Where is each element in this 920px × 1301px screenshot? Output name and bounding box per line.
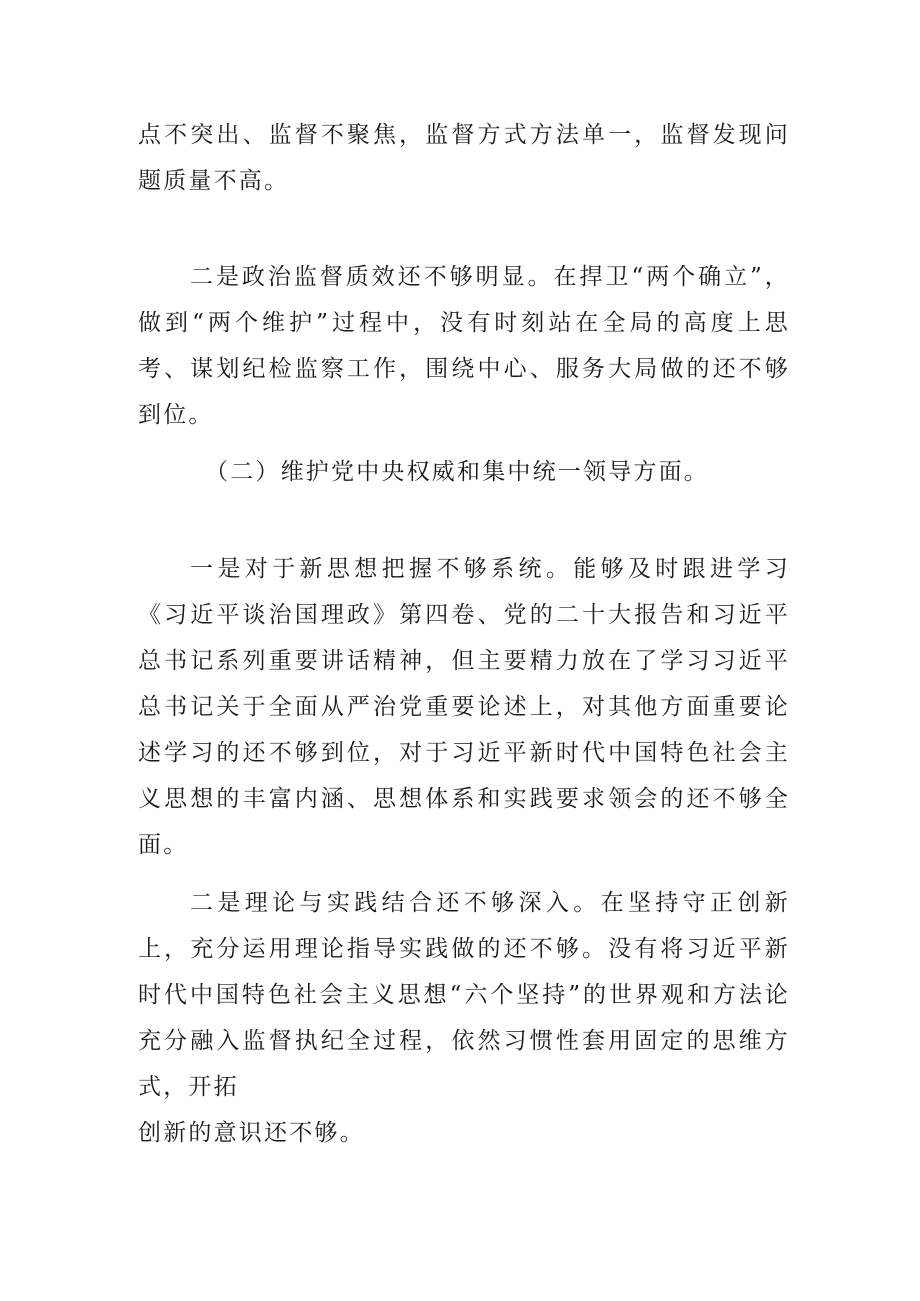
section-heading: （二）维护党中央权威和集中统一领导方面。 — [205, 459, 709, 485]
paragraph-political-supervision: 二是政治监督质效还不够明显。在捍卫“两个确立”，做到“两个维护”过程中，没有时刻站在全局的高度上思考、谋划纪检监察工作，围绕中心、服务大局做的还不够到位。 — [138, 264, 790, 428]
paragraph-new-thought: 一是对于新思想把握不够系统。能够及时跟进学习《习近平谈治国理政》第四卷、党的二十大报告和习近平总书记系列重要讲话精神，但主要精力放在了学习习近平总书记关于全面从严治党重要论述上，对其他方面重要论述学习的还不够到位，对于习近平新时代中国特色社会主义思想的丰富内涵、思想体系和实践要求领会的还不够全面。 — [138, 556, 790, 858]
paragraph-continuation: 点不突出、监督不聚焦，监督方式方法单一，监督发现问题质量不高。 — [138, 122, 790, 194]
paragraph-theory-practice: 二是理论与实践结合还不够深入。在坚持守正创新上，充分运用理论指导实践做的还不够。没有将习近平新时代中国特色社会主义思想“六个坚持”的世界观和方法论充分融入监督执纪全过程，依然习惯性套用固定的思维方式，开拓 — [138, 890, 790, 1100]
paragraph-tail: 创新的意识还不够。 — [138, 1120, 365, 1146]
